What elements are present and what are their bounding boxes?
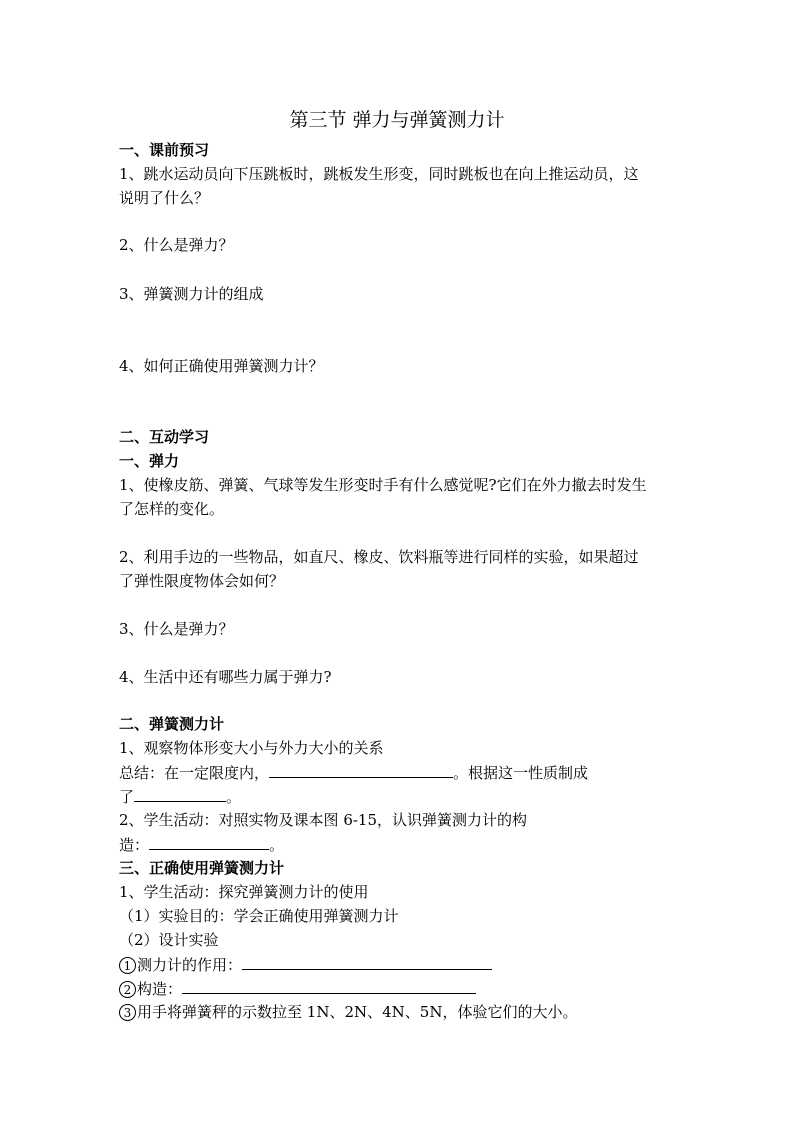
summary-line2-prefix: 了 xyxy=(119,788,135,806)
summary-prefix: 总结：在一定限度内， xyxy=(119,764,270,782)
circled-number-1: 1 xyxy=(119,957,136,974)
c1-text: 测力计的作用： xyxy=(137,956,243,974)
scale-heading: 二、弹簧测力计 xyxy=(119,715,225,733)
elastic-q4: 4、生活中还有哪些力属于弹力? xyxy=(119,668,332,686)
elastic-q2-line2: 了弹性限度物体会如何？ xyxy=(119,572,285,590)
usage-c2-line xyxy=(119,978,476,999)
scale-item2-line1: 2、学生活动：对照实物及课本图 6-15，认识弹簧测力计的构 xyxy=(119,811,528,829)
usage-item1: 1、学生活动：探究弹簧测力计的使用 xyxy=(119,883,369,901)
page-title: 第三节 弹力与弹簧测力计 xyxy=(289,109,505,131)
scale-summary-line xyxy=(119,762,588,783)
scale-item1: 1、观察物体形变大小与外力大小的关系 xyxy=(119,739,384,757)
c2-text: 构造： xyxy=(137,980,183,998)
c3-text: 用手将弹簧秤的示数拉至 1N、2N、4N、5N，体验它们的大小。 xyxy=(137,1003,578,1021)
circled-number-2: 2 xyxy=(119,981,136,998)
preview-q1-line1: 1、跳水运动员向下压跳板时，跳板发生形变，同时跳板也在向上推运动员，这 xyxy=(119,165,639,183)
elastic-q1-line1: 1、使橡皮筋、弹簧、气球等发生形变时手有什么感觉呢?它们在外力撤去时发生 xyxy=(119,476,647,494)
preview-q3: 3、弹簧测力计的组成 xyxy=(119,285,264,303)
summary-period: 。 xyxy=(226,788,242,806)
usage-sub2: （2）设计实验 xyxy=(119,931,219,949)
scale-summary-line2 xyxy=(119,786,241,807)
function-blank[interactable] xyxy=(242,954,492,970)
scale-item2-line2 xyxy=(119,834,284,855)
preview-heading: 一、课前预习 xyxy=(119,141,210,159)
item2-period: 。 xyxy=(269,836,285,854)
usage-sub1: （1）实验目的：学会正确使用弹簧测力计 xyxy=(119,907,399,925)
structure-blank[interactable] xyxy=(149,834,269,850)
circled-number-3: 3 xyxy=(119,1004,136,1021)
summary-blank-1[interactable] xyxy=(269,762,453,778)
summary-blank-2[interactable] xyxy=(134,786,226,802)
item2-line2-prefix: 造： xyxy=(119,836,150,854)
usage-c1-line xyxy=(119,954,492,975)
usage-heading: 三、正确使用弹簧测力计 xyxy=(119,859,285,877)
elastic-q3: 3、什么是弹力？ xyxy=(119,620,234,638)
elastic-heading: 一、弹力 xyxy=(119,452,180,470)
elastic-q2-line1: 2、利用手边的一些物品，如直尺、橡皮、饮料瓶等进行同样的实验，如果超过 xyxy=(119,548,639,566)
preview-q2: 2、什么是弹力？ xyxy=(119,236,234,254)
preview-q4: 4、如何正确使用弹簧测力计？ xyxy=(119,357,324,375)
elastic-q1-line2: 了怎样的变化。 xyxy=(119,500,225,518)
preview-q1-line2: 说明了什么？ xyxy=(119,189,210,207)
interactive-heading: 二、互动学习 xyxy=(119,428,210,446)
usage-c3-line xyxy=(119,1002,577,1022)
construction-blank[interactable] xyxy=(182,978,476,994)
summary-middle: 。根据这一性质制成 xyxy=(453,764,589,782)
